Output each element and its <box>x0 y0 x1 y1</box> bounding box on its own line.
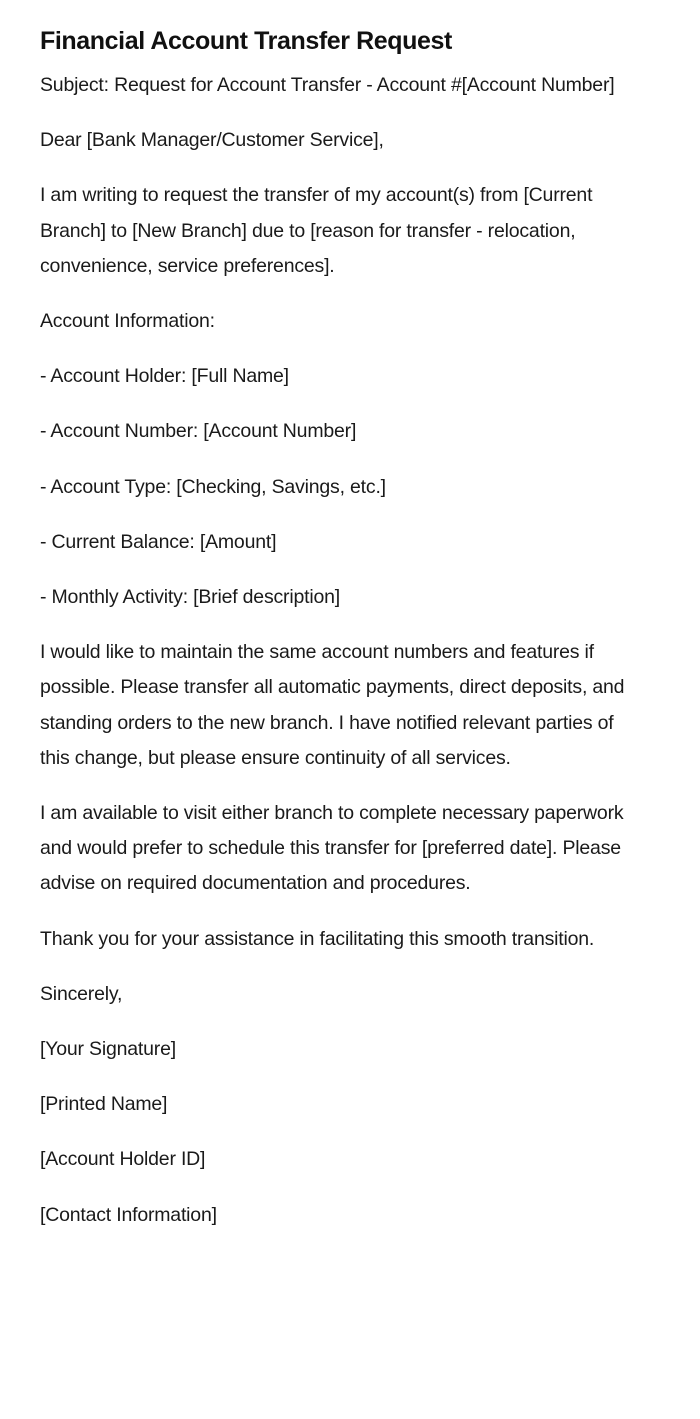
printed-name-placeholder: [Printed Name] <box>40 1093 168 1116</box>
salutation: Dear [Bank Manager/Customer Service], <box>40 129 384 152</box>
monthly-activity-item: - Monthly Activity: [Brief description] <box>40 586 340 609</box>
account-info-heading: Account Information: <box>40 310 215 333</box>
account-holder-id-placeholder: [Account Holder ID] <box>40 1148 206 1171</box>
account-holder-item: - Account Holder: [Full Name] <box>40 365 289 388</box>
contact-information-placeholder: [Contact Information] <box>40 1203 217 1226</box>
maintain-features-paragraph: I would like to maintain the same account numbers and features if possible. Please transfer all automatic payments, direct deposits, and standing orders to the new branch. I have notified relevant parties of this change, but please ensure continuity of all services. <box>40 641 625 769</box>
document-title: Financial Account Transfer Request <box>40 27 452 55</box>
current-balance-item: - Current Balance: [Amount] <box>40 530 277 553</box>
signature-placeholder: [Your Signature] <box>40 1038 176 1061</box>
account-type-item: - Account Type: [Checking, Savings, etc.] <box>40 475 386 498</box>
intro-paragraph: I am writing to request the transfer of my account(s) from [Current Branch] to [New Branch] due to [reason for transfer - relocation, convenience, service preferences]. <box>40 184 593 277</box>
subject-line: Subject: Request for Account Transfer - Account #[Account Number] <box>40 74 615 96</box>
closing: Sincerely, <box>40 982 123 1005</box>
availability-paragraph: I am available to visit either branch to complete necessary paperwork and would prefer to schedule this transfer for [preferred date]. Please advise on required documentation and procedures. <box>40 802 624 895</box>
thanks-paragraph: Thank you for your assistance in facilitating this smooth transition. <box>40 927 595 950</box>
account-number-item: - Account Number: [Account Number] <box>40 420 357 443</box>
